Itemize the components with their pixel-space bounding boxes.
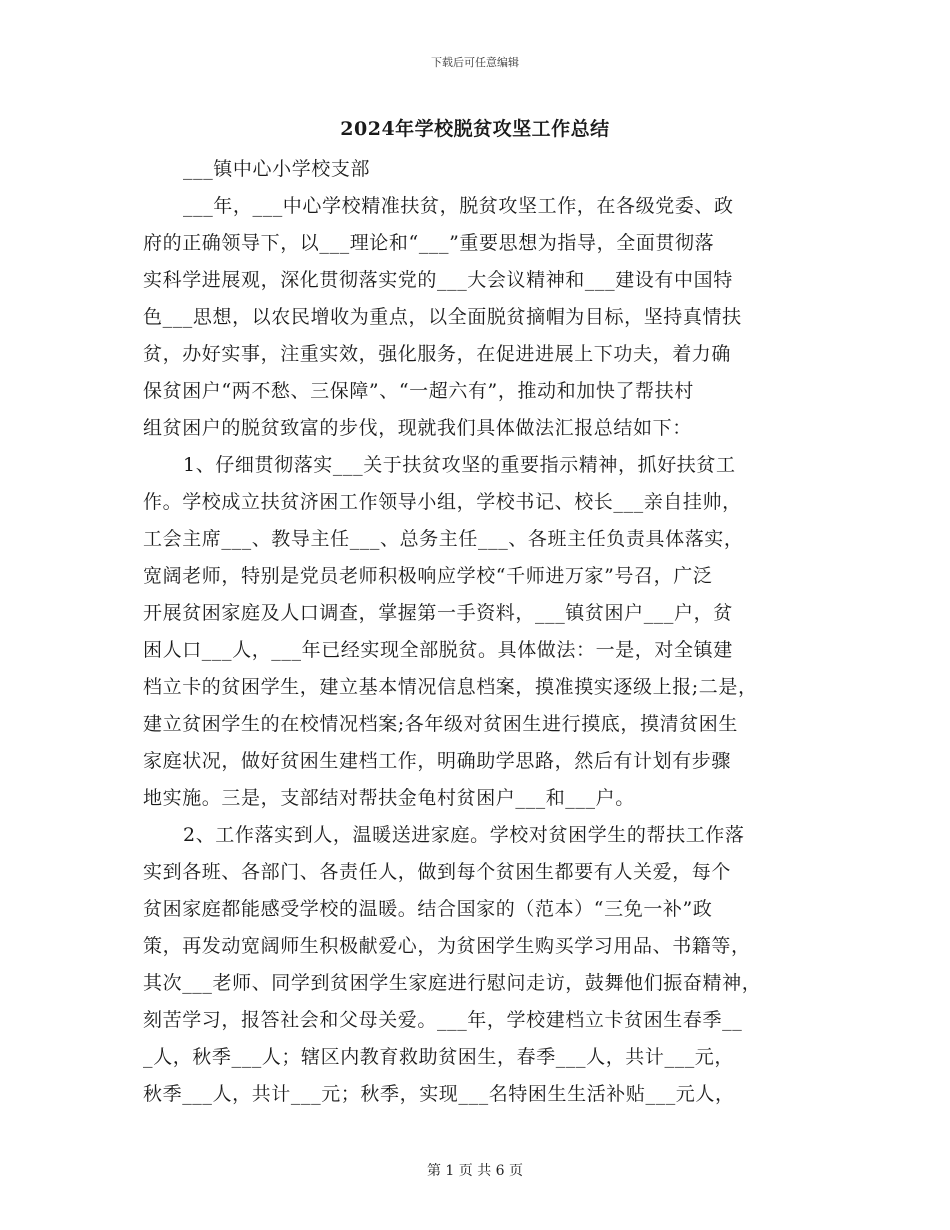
text-line: 地实施。三是，支部结对帮扶金龟村贫困户___和___户。 <box>143 787 635 809</box>
text-line: 工会主席___、教导主任___、总务主任___、各班主任负责具体落实， <box>143 528 744 550</box>
text-line: ___镇中心小学校支部 <box>183 158 371 180</box>
text-line: 1、仔细贯彻落实___关于扶贫攻坚的重要指示精神，抓好扶贫工 <box>183 454 736 476</box>
header-note: 下载后可任意编辑 <box>431 56 519 69</box>
text-line: 秋季___人，共计___元；秋季，实现___名特困生生活补贴___元人， <box>143 1083 735 1105</box>
page-footer: 第 1 页 共 6 页 <box>426 1163 524 1179</box>
text-line: 实到各班、各部门、各责任人，做到每个贫困生都要有人关爱，每个 <box>143 861 732 883</box>
text-line: 家庭状况，做好贫困生建档工作，明确助学思路，然后有计划有步骤 <box>143 750 732 772</box>
text-line: 建立贫困学生的在校情况档案;各年级对贫困生进行摸底，摸清贫困生 <box>143 713 739 735</box>
text-line: 府的正确领导下，以___理论和“___”重要思想为指导，全面贯彻落 <box>143 232 715 254</box>
document-body <box>143 151 813 1113</box>
text-line: 档立卡的贫困学生，建立基本情况信息档案，摸准摸实逐级上报;二是， <box>143 676 758 698</box>
text-line: 实科学进展观，深化贯彻落实党的___大会议精神和___建设有中国特 <box>143 269 733 291</box>
text-line: 作。学校成立扶贫济困工作领导小组，学校书记、校长___亲自挂帅， <box>143 491 742 513</box>
text-line: ___年，___中心学校精准扶贫，脱贫攻坚工作，在各级党委、政 <box>183 195 734 217</box>
text-line: 贫困家庭都能感受学校的温暖。结合国家的（范本）“三免一补”政 <box>143 898 713 920</box>
document-title: 2024年学校脱贫攻坚工作总结 <box>340 118 610 140</box>
text-line: 保贫困户“两不愁、三保障”、“一超六有”，推动和加快了帮扶村 <box>143 380 694 402</box>
text-line: 策，再发动宽阔师生积极献爱心，为贫困学生购买学习用品、书籍等， <box>143 935 751 957</box>
text-line: 刻苦学习，报答社会和父母关爱。___年，学校建档立卡贫困生春季__ <box>143 1009 743 1031</box>
text-line: 2、工作落实到人，温暖送进家庭。学校对贫困学生的帮扶工作落 <box>183 824 745 846</box>
text-line: 色___思想，以农民增收为重点，以全面脱贫摘帽为目标，坚持真情扶 <box>143 306 742 328</box>
text-line: 组贫困户的脱贫致富的步伐，现就我们具体做法汇报总结如下： <box>143 417 692 439</box>
text-line: 贫，办好实事，注重实效，强化服务，在促进进展上下功夫，着力确 <box>143 343 732 365</box>
text-line: 开展贫困家庭及人口调查，掌握第一手资料，___镇贫困户___户，贫 <box>143 602 733 624</box>
text-line: 困人口___人，___年已经实现全部脱贫。具体做法：一是，对全镇建 <box>143 639 733 661</box>
text-line: _人，秋季___人；辖区内教育救助贫困生，春季___人，共计___元， <box>143 1046 735 1068</box>
text-line: 宽阔老师，特别是党员老师积极响应学校“千师进万家”号召，广泛 <box>143 565 713 587</box>
text-line: 其次___老师、同学到贫困学生家庭进行慰问走访，鼓舞他们振奋精神， <box>143 972 762 994</box>
